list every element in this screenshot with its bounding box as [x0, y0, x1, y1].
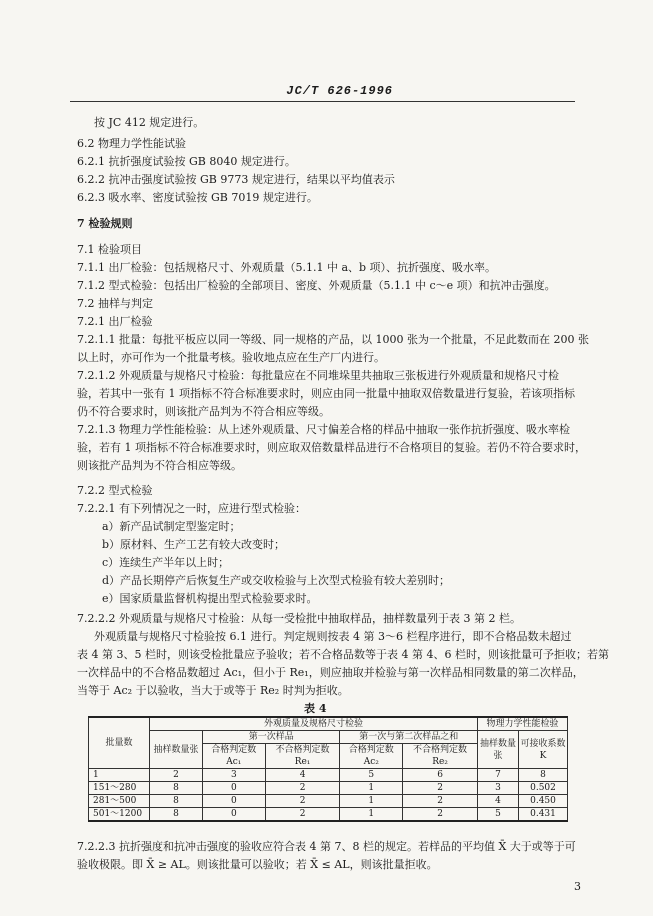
text-line: 验收极限。即 X̄ ≥ AL。则该批量可以验收；若 X̄ ≤ AL，则该批量拒收。 [77, 858, 438, 871]
cell: 0.502 [519, 782, 568, 795]
section-heading: 7 检验规则 [77, 217, 133, 230]
section-heading: 7.2.1 出厂检验 [77, 315, 153, 328]
cell: 8 [150, 795, 203, 808]
text-line: 7.2.1.3 物理力学性能检验：从上述外观质量、尺寸偏差合格的样品中抽取一张作抗折强度、吸水率检 [77, 423, 570, 436]
table-title: 表 4 [304, 702, 327, 715]
re1-label: Re₁ [294, 757, 311, 767]
list-item: d）产品长期停产后恢复生产或交收检验与上次型式检验有较大差别时； [102, 574, 451, 587]
text-line: 7.2.1.2 外观质量与规格尺寸检验：每批量应在不同堆垛里共抽取三张板进行外观质量和规格尺寸检 [77, 369, 559, 382]
list-item: c）连续生产半年以上时； [102, 556, 230, 569]
cell: 2 [403, 782, 478, 795]
cell: 1 [340, 795, 403, 808]
pass-label: 合格判定数 [348, 745, 394, 755]
list-item: e）国家质量监督机构提出型式检验要求时。 [102, 592, 318, 605]
cell: 2 [265, 808, 340, 822]
col-number: 1 [89, 769, 150, 782]
text-line: 按 JC 412 规定进行。 [94, 116, 205, 129]
header-physical: 物理力学性能检验 [478, 717, 568, 731]
text-line: 一次样品中的不合格品数超过 Ac₁，但小于 Re₁，则应抽取并检验与第一次样品相同数量的第二次样品， [77, 666, 584, 679]
col-number: 4 [265, 769, 340, 782]
header-first-sample: 第一次样品 [203, 731, 340, 744]
col-number: 6 [403, 769, 478, 782]
fail-label: 不合格判定数 [275, 745, 330, 755]
text-line: 以上时，亦可作为一个批量考核。验收地点应在生产厂内进行。 [77, 351, 385, 364]
text-line: 7.2.2.2 外观质量与规格尺寸检验：从每一受检批中抽取样品，抽样数量列于表 3 第 2 栏。 [77, 612, 521, 625]
list-item: b）原材料、生产工艺有较大改变时； [102, 538, 286, 551]
section-heading: 6.2 物理力学性能试验 [77, 137, 186, 150]
section-heading: 7.2 抽样与判定 [77, 297, 153, 310]
header-re2 [403, 744, 478, 769]
cell: 2 [403, 808, 478, 822]
header-re1 [265, 744, 340, 769]
text-line: 6.2.1 抗折强度试验按 GB 8040 规定进行。 [77, 155, 296, 168]
text-line: 7.2.2.1 有下列情况之一时，应进行型式检验： [77, 502, 306, 515]
text-line: 当等于 Ac₂ 于以验收，当大于或等于 Re₂ 时判为拒收。 [77, 684, 349, 697]
col-number: 3 [203, 769, 266, 782]
cell: 0.431 [519, 808, 568, 822]
table-row [89, 782, 568, 795]
text-line: 表 4 第 3、5 栏时，则该受检批量应予验收；若不合格品数等于表 4 第 4、6 栏时，则该批量可予拒收；若第 [77, 648, 609, 661]
header-ac1 [203, 744, 266, 769]
cell: 2 [265, 795, 340, 808]
text-line: 验，若其中一张有 1 项指标不符合标准要求时，则应由同一批量中抽取双倍数量进行复验，若该项指标 [77, 387, 575, 400]
standard-code-header: JC/T 626-1996 [286, 84, 393, 98]
section-heading: 7.2.2 型式检验 [77, 484, 153, 497]
text-line: 6.2.3 吸水率、密度试验按 GB 7019 规定进行。 [77, 191, 318, 204]
col-number: 7 [478, 769, 519, 782]
table-row [89, 808, 568, 822]
cell: 8 [150, 808, 203, 822]
header-rule [70, 101, 575, 102]
cell: 5 [478, 808, 519, 822]
k-label: K [539, 750, 547, 761]
header-appearance: 外观质量及规格尺寸检验 [150, 717, 478, 731]
cell-batch: 501～1200 [89, 808, 150, 822]
cell: 4 [478, 795, 519, 808]
header-sampling: 抽样数量张 [478, 731, 519, 769]
col-number: 5 [340, 769, 403, 782]
fail-label: 不合格判定数 [413, 745, 468, 755]
list-item: a）新产品试制定型鉴定时； [102, 520, 241, 533]
cell-batch: 151～280 [89, 782, 150, 795]
cell: 2 [265, 782, 340, 795]
text-line: 7.1.1 出厂检验：包括规格尺寸、外观质量（5.1.1 中 a、b 项）、抗折强度、吸水率。 [77, 261, 497, 274]
cell: 1 [340, 782, 403, 795]
text-line: 仍不符合要求时，则该批产品判为不符合相应等级。 [77, 405, 330, 418]
cell: 0.450 [519, 795, 568, 808]
header-ac2 [340, 744, 403, 769]
text-line: 7.1.2 型式检验：包括出厂检验的全部项目、密度、外观质量（5.1.1 中 c～e 项）和抗冲击强度。 [77, 279, 556, 292]
cell: 1 [340, 808, 403, 822]
col-number: 2 [150, 769, 203, 782]
cell: 0 [203, 808, 266, 822]
cell: 2 [403, 795, 478, 808]
text-line: 外观质量与规格尺寸检验按 6.1 进行。判定规则按表 4 第 3～6 栏程序进行，即不合格品数未超过 [94, 630, 572, 643]
table-row [89, 795, 568, 808]
cell: 3 [478, 782, 519, 795]
pass-label: 合格判定数 [211, 745, 257, 755]
text-line: 6.2.2 抗冲击强度试验按 GB 9773 规定进行，结果以平均值表示 [77, 173, 395, 186]
ac2-label: Ac₂ [363, 757, 379, 767]
table-4 [88, 716, 568, 822]
cell: 0 [203, 795, 266, 808]
text-line: 验，若有 1 项指标不符合标准要求时，则应取双倍数量样品进行不合格项目的复验。若仍不符合要求时， [77, 441, 586, 454]
cell: 0 [203, 782, 266, 795]
header-second-sample: 第一次与第二次样品之和 [340, 731, 478, 744]
header-batch: 批量数 [89, 717, 150, 769]
header-sample-qty: 抽样数量张 [150, 731, 203, 769]
text-line: 7.2.1.1 批量：每批平板应以同一等级、同一规格的产品，以 1000 张为一个批量，不足此数而在 200 张 [77, 333, 589, 346]
text-line: 则该批产品判为不符合相应等级。 [77, 459, 242, 472]
cell-batch: 281～500 [89, 795, 150, 808]
header-accept-coef [519, 731, 568, 769]
section-heading: 7.1 检验项目 [77, 243, 142, 256]
col-number: 8 [519, 769, 568, 782]
cell: 8 [150, 782, 203, 795]
page-number: 3 [574, 880, 581, 893]
text-line: 7.2.2.3 抗折强度和抗冲击强度的验收应符合表 4 第 7、8 栏的规定。若样品的平均值 X̄ 大于或等于可 [77, 840, 576, 853]
re2-label: Re₂ [432, 757, 448, 767]
accept-coef-label: 可接收系数 [520, 738, 566, 749]
ac1-label: Ac₁ [226, 757, 242, 767]
